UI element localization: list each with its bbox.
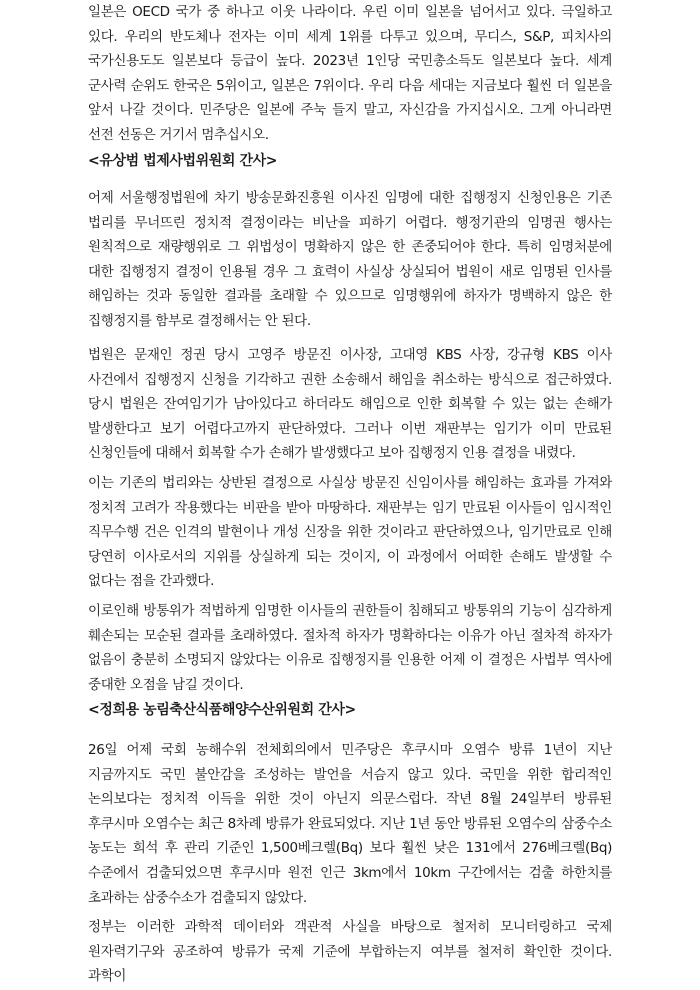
section1-paragraph-2: 법원은 문재인 정권 당시 고영주 방문진 이사장, 고대영 KBS 사장, 강규형 KBS 이사 사건에서 집행정지 신청을 기각하고 권한 소송해서 해임을 취소하는 방식으로 접근하였다. 당시 법원은 잔여임기가 남아있다고 하더라도 해임으로 인한 회복할 수 있는 없는 손해가 발생한다고 보기 어렵다고까지 판단하였다. 그러나 이번 재판부는 임기가 이미 만료된 신청인들에 대해서 회복할 수가 손해가 발생했다고 보아 집행정지 인용 결정을 내렸다. [88, 347, 612, 462]
section-heading-yoo: <유상범 법제사법위원회 간사> [88, 153, 278, 169]
section1-paragraph-4: 이로인해 방통위가 적법하게 임명한 이사들의 권한들이 침해되고 방통위의 기능이 심각하게 훼손되는 모순된 결과를 초래하였다. 절차적 하자가 명확하다는 이유가 아닌 절차적 하자가 없음이 충분히 소명되지 않았다는 이유로 집행정지를 인용한 어제 이 결정은 사법부 역사에 중대한 오점을 남길 것이다. [88, 603, 612, 693]
section2-paragraph-2: 정부는 이러한 과학적 데이터와 객관적 사실을 바탕으로 철저히 모니터링하고 국제 원자력기구와 공조하여 방류가 국제 기준에 부합하는지 여부를 철저히 확인한 것이다. 과학이 [88, 919, 612, 985]
section1-paragraph-3: 이는 기존의 법리와는 상반된 결정으로 사실상 방문진 신임이사를 해임하는 효과를 가져와 정치적 고려가 작용했다는 비판을 받아 마땅하다. 재판부는 임기 만료된 이사들이 임시적인 직무수행 건은 인격의 발현이나 개성 신장을 위한 것이라고 판단하였으나, 임기만료로 인해 당연히 이사로서의 지위를 상실하게 되는 것이지, 이 과정에서 어떠한 손해도 발생할 수 없다는 점을 간과했다. [88, 475, 612, 590]
intro-paragraph: 일본은 OECD 국가 중 하나고 이웃 나라이다. 우린 이미 일본을 넘어서고 있다. 극일하고 있다. 우리의 반도체나 전자는 이미 세계 1위를 다투고 있으며, 무디스, S&P, 피치사의 국가신용도도 일본보다 등급이 높다. 2023년 1인당 국민총소득도 일본보다 높다. 세계 군사력 순위도 한국은 5위이고, 일본은 7위이다. 우리 다음 세대는 지금보다 훨씬 더 일본을 앞서 나갈 것이다. 민주당은 일본에 주눅 들지 말고, 자신감을 가지십시오. 그게 아니라면 선전 선동은 거기서 멈추십시오. [88, 4, 612, 143]
section1-paragraph-1: 어제 서울행정법원에 차기 방송문화진흥원 이사진 임명에 대한 집행정지 신청인용은 기존 법리를 무너뜨린 정치적 결정이라는 비난을 피하기 어렵다. 행정기관의 임명권 행사는 원칙적으로 재량행위로 그 위법성이 명확하지 않은 한 존중되어야 한다. 특히 임명처분에 대한 집행정지 결정이 인용될 경우 그 효력이 사실상 상실되어 법원이 새로 임명된 인사를 해임하는 것과 동일한 결과를 초래할 수 있으므로 임명행위에 하자가 명백하지 않은 한 집행정지를 함부로 결정해서는 안 된다. [88, 190, 612, 329]
section2-paragraph-1: 26일 어제 국회 농해수위 전체회의에서 민주당은 후쿠시마 오염수 방류 1년이 지난 지금까지도 국민 불안감을 조성하는 발언을 서슴지 않고 있다. 국민을 위한 합리적인 논의보다는 정치적 이득을 위한 것이 아닌지 의문스럽다. 작년 8월 24일부터 방류된 후쿠시마 오염수는 최근 8차례 방류가 완료되었다. 지난 1년 동안 방류된 오염수의 삼중수소 농도는 희석 후 관리 기준인 1,500베크렐(Bq) 보다 훨씬 낮은 131에서 276베크렐(Bq) 수준에서 검출되었으면 후쿠시마 원전 인근 3km에서 10km 구간에서는 검출 하한치를 초과하는 삼중수소가 검출되지 않았다. [88, 742, 612, 906]
section-heading-jung: <정희용 농림축산식품해양수산위원회 간사> [88, 702, 356, 718]
